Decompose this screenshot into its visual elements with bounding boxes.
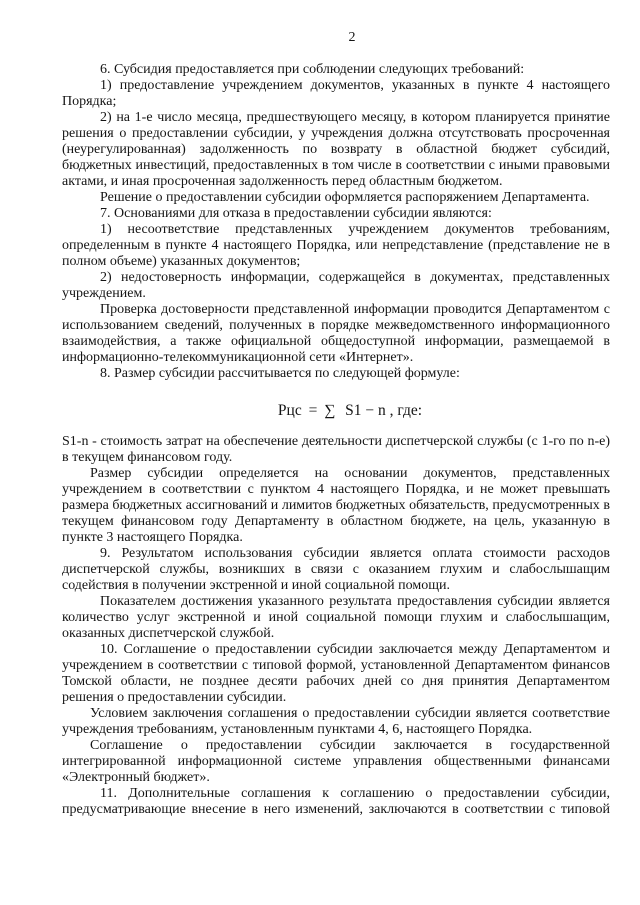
clause-6-item-1: 1) предоставление учреждением документов, указанных в пункте 4 настоящего Порядка; <box>62 78 610 109</box>
result-indicator: Показателем достижения указанного результата предоставления субсидии является количество услуг экстренной и иной социальной помощи глухим и слабослышащим, оказанных диспетчерской службой. <box>62 594 610 641</box>
formula-sum-sign: ∑ <box>324 402 336 419</box>
formula-equals: = <box>308 402 318 419</box>
formula-expression: S1 − n <box>345 402 386 419</box>
clause-8-intro: 8. Размер субсидии рассчитывается по следующей формуле: <box>100 366 460 381</box>
clause-6-intro: 6. Субсидия предоставляется при соблюдении следующих требований: <box>100 62 525 77</box>
subsidy-size-limit: Размер субсидии определяется на основании документов, представленных учреждением в соответствии с пунктом 4 настоящего Порядка, и не может превышать размера бюджетных ассигнований и лимитов бюджетных обязательств, предусмотренных в текущем финансовом году Департаменту в областном бюджете, на цель, указанную в пункте 3 настоящего Порядка. <box>62 466 610 545</box>
document-body <box>62 62 610 818</box>
decision-note: Решение о предоставлении субсидии оформляется распоряжением Департамента. <box>100 190 590 205</box>
clause-9-result: 9. Результатом использования субсидии является оплата стоимости расходов диспетчерской службы, возникших в связи с оказанием глухим и слабослышащим содействия в получении экстренной и иной социальной помощи. <box>62 546 610 593</box>
agreement-condition: Условием заключения соглашения о предоставлении субсидии является соответствие учреждения требованиям, установленным пунктами 4, 6, настоящего Порядка. <box>62 706 610 737</box>
clause-7-item-2: 2) недостоверность информации, содержащейся в документах, представленных учреждением. <box>62 270 610 301</box>
clause-6-item-2: 2) на 1-е число месяца, предшествующего месяцу, в котором планируется принятие решения о предоставлении субсидии, у учреждения должна отсутствовать просроченная (неурегулированная) задолженность по возврату в областной бюджет субсидий, бюджетных инвестиций, предоставленных в том числе в соответствии с иными правовыми актами, и иная просроченная задолженность перед областным бюджетом. <box>62 110 610 189</box>
clause-10-agreement: 10. Соглашение о предоставлении субсидии заключается между Департаментом и учреждением в соответствии с типовой формой, установленной Департаментом финансов Томской области, не позднее десяти рабочих дней со дня принятия Департаментом решения о предоставлении субсидии. <box>62 642 610 705</box>
clause-11-additional-agreements: 11. Дополнительные соглашения к соглашению о предоставлении субсидии, предусматривающие внесение в него изменений, заключаются в соответствии с типовой <box>62 786 610 817</box>
formula-lhs: Рцс <box>277 402 302 419</box>
verification-note: Проверка достоверности представленной информации проводится Департаментом с использованием сведений, полученных в порядке межведомственного информационного взаимодействия, а также официальной общедоступной информации, размещаемой в информационно-телекоммуникационной сети «Интернет». <box>62 302 610 365</box>
page-number: 2 <box>348 30 356 45</box>
formula-tail: , где: <box>389 402 423 419</box>
subsidy-formula <box>62 382 610 434</box>
formula-legend: S1-n - стоимость затрат на обеспечение деятельности диспетчерской службы (с 1-го по n-е) в текущем финансовом году. <box>62 434 610 465</box>
clause-7-item-1: 1) несоответствие представленных учреждением документов требованиям, определенным в пункте 4 настоящего Порядка, или непредставление (представление не в полном объеме) указанных документов; <box>62 222 610 269</box>
agreement-system: Соглашение о предоставлении субсидии заключается в государственной интегрированной информационной системе управления общественными финансами «Электронный бюджет». <box>62 738 610 785</box>
clause-7-intro: 7. Основаниями для отказа в предоставлении субсидии являются: <box>100 206 492 221</box>
